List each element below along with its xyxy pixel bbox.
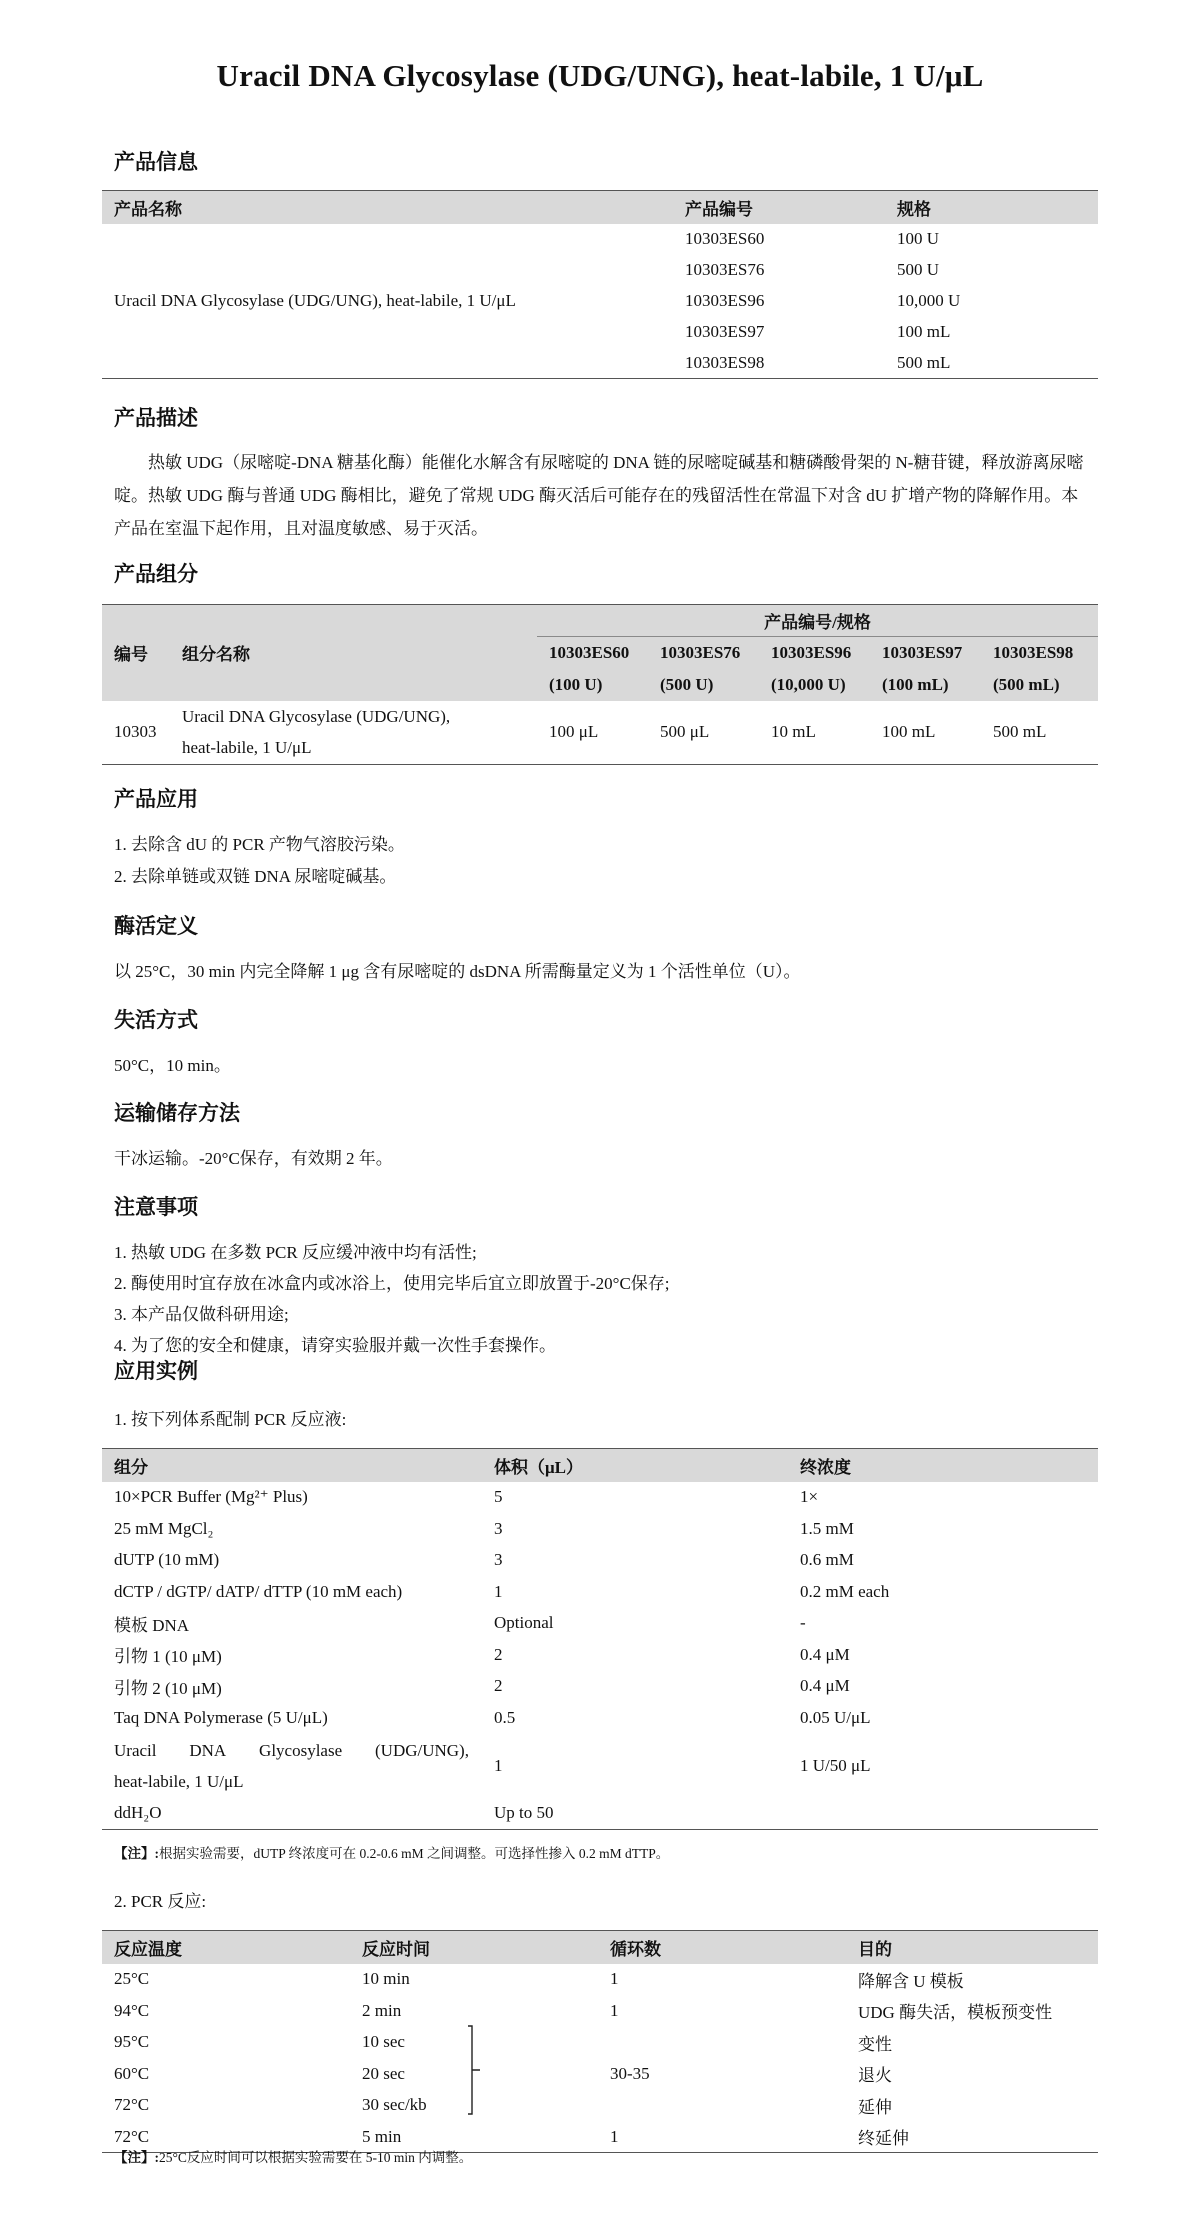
heading-inactivation: 失活方式 — [114, 1008, 198, 1032]
mix-conc: - — [800, 1613, 806, 1633]
col-code: 10303ES98 — [981, 637, 1098, 669]
mix-conc: 0.05 U/μL — [800, 1707, 871, 1727]
col-cycles: 循环数 — [598, 1931, 846, 1964]
col-code: 10303ES76 — [648, 637, 759, 669]
component-no: 10303 — [114, 722, 157, 742]
pcr-purpose: UDG 酶失活，模板预变性 — [858, 2003, 1053, 2023]
pcr-temp: 72°C — [114, 2126, 150, 2146]
pcr-purpose: 延伸 — [858, 2097, 892, 2117]
component-volume: 100 μL — [549, 722, 599, 742]
component-name-line1: Uracil DNA Glycosylase (UDG/UNG), — [182, 707, 451, 727]
component-name — [170, 701, 537, 765]
product-code: 10303ES97 — [685, 322, 765, 341]
mix-volume: 1 — [494, 1581, 503, 1601]
heading-description: 产品描述 — [114, 406, 198, 430]
mix-conc: 0.4 μM — [800, 1676, 850, 1696]
col-time: 反应时间 — [350, 1931, 598, 1964]
pcr-cycles — [598, 2090, 846, 2122]
mix-component: 引物 1 (10 μM) — [114, 1647, 222, 1667]
mix-volume: 3 — [494, 1550, 503, 1570]
example-step2: 2. PCR 反应: — [114, 1892, 207, 1911]
col-size: (500 U) — [648, 669, 759, 701]
product-code: 10303ES60 — [685, 229, 765, 248]
pcr-temp: 72°C — [114, 2095, 150, 2115]
mix-volume: 0.5 — [494, 1707, 516, 1727]
col-product-name: 产品名称 — [102, 191, 673, 224]
note-label: 【注】: — [114, 2150, 159, 2165]
pcr-cycles: 1 — [610, 1969, 619, 1989]
col-spec: 规格 — [885, 191, 1098, 224]
note-text: 25°C反应时间可以根据实验需要在 5-10 min 内调整。 — [159, 2150, 473, 2165]
mix-volume: 2 — [494, 1676, 503, 1696]
col-component-no: 编号 — [102, 605, 170, 701]
pcr-cycles: 1 — [610, 2000, 619, 2020]
note-item: 2. 酶使用时宜存放在冰盒内或冰浴上，使用完毕后宜立即放置于-20°C保存; — [114, 1274, 670, 1293]
col-component-name: 组分名称 — [170, 605, 537, 701]
example-step1: 1. 按下列体系配制 PCR 反应液: — [114, 1410, 347, 1429]
pcr-time: 10 min — [362, 1969, 410, 1989]
mix-volume: 5 — [494, 1487, 503, 1507]
mix-conc — [788, 1798, 1098, 1830]
udg-word: Uracil — [114, 1740, 157, 1760]
product-info-table — [102, 190, 1098, 379]
col-size: (100 mL) — [870, 669, 981, 701]
pcr-temp: 94°C — [114, 2000, 150, 2020]
note-item: 4. 为了您的安全和健康，请穿实验服并戴一次性手套操作。 — [114, 1336, 556, 1355]
mix-component: 25 mM MgCl₂ — [114, 1518, 214, 1538]
note-item: 3. 本产品仅做科研用途; — [114, 1305, 289, 1324]
inactivation-text: 50°C，10 min。 — [114, 1056, 231, 1075]
note-text: 根据实验需要，dUTP 终浓度可在 0.2-0.6 mM 之间调整。可选择性掺入 0.2 mM dTTP。 — [159, 1846, 670, 1861]
mix-conc: 0.6 mM — [800, 1550, 854, 1570]
mix-component: dCTP / dGTP/ dATP/ dTTP (10 mM each) — [114, 1581, 403, 1601]
mix-component: ddH₂O — [114, 1803, 162, 1822]
reaction-mix-table — [102, 1448, 1098, 1830]
mix-conc: 0.2 mM each — [800, 1581, 890, 1601]
col-product-code: 产品编号 — [673, 191, 885, 224]
component-name-line2: heat-labile, 1 U/μL — [182, 738, 312, 758]
pcr-cycles: 30-35 — [610, 2063, 650, 2083]
mix-component: Taq DNA Polymerase (5 U/μL) — [114, 1707, 328, 1727]
pcr-purpose: 变性 — [858, 2034, 892, 2054]
mix-conc: 1 U/50 μL — [800, 1755, 871, 1775]
col-volume: 体积（μL） — [482, 1449, 788, 1482]
mix-component-udg-line1 — [114, 1735, 469, 1766]
product-spec: 500 mL — [897, 352, 951, 372]
col-size: (10,000 U) — [759, 669, 870, 701]
mix-component: 引物 2 (10 μM) — [114, 1678, 222, 1698]
product-spec: 500 U — [897, 260, 940, 279]
storage-text: 干冰运输。-20°C保存，有效期 2 年。 — [114, 1149, 393, 1168]
udg-word: DNA — [189, 1740, 227, 1760]
product-spec: 100 U — [897, 229, 940, 248]
heading-storage: 运输储存方法 — [114, 1101, 240, 1125]
heading-example: 应用实例 — [114, 1359, 198, 1383]
pcr-purpose: 降解含 U 模板 — [858, 1971, 964, 1991]
pcr-note — [114, 2146, 472, 2166]
product-code: 10303ES76 — [685, 260, 765, 279]
col-code: 10303ES97 — [870, 637, 981, 669]
mix-component: 模板 DNA — [114, 1615, 190, 1635]
cycle-bracket-icon — [466, 2024, 490, 2116]
col-size: (100 U) — [537, 669, 648, 701]
pcr-time: 20 sec — [362, 2063, 405, 2083]
heading-components: 产品组分 — [114, 562, 198, 586]
mix-volume: Optional — [494, 1613, 554, 1633]
component-volume: 500 μL — [660, 722, 710, 742]
pcr-time: 2 min — [362, 2000, 402, 2020]
col-purpose: 目的 — [846, 1931, 1098, 1964]
mix-conc: 1× — [800, 1487, 819, 1507]
application-item: 1. 去除含 dU 的 PCR 产物气溶胶污染。 — [114, 835, 405, 854]
mix-note — [114, 1842, 669, 1862]
heading-unit-definition: 酶活定义 — [114, 914, 198, 938]
heading-product-info: 产品信息 — [114, 150, 198, 174]
pcr-program-table — [102, 1930, 1098, 2153]
description-text: 热敏 UDG（尿嘧啶-DNA 糖基化酶）能催化水解含有尿嘧啶的 DNA 链的尿嘧啶碱基和糖磷酸骨架的 N-糖苷键，释放游离尿嘧啶。热敏 UDG 酶与普通 UDG 酶相比，避免了常规 UDG 酶灭活后可能存在的残留活性在常温下对含 dU 扩增产物的降解作用。本产品在室温下起作用，且对温度敏感、易于灭活。 — [114, 453, 1084, 538]
pcr-temp: 60°C — [114, 2063, 150, 2083]
udg-word: (UDG/UNG), — [375, 1740, 469, 1760]
mix-component: 10×PCR Buffer (Mg²⁺ Plus) — [114, 1487, 308, 1507]
col-component: 组分 — [102, 1449, 482, 1482]
pcr-time: 30 sec/kb — [362, 2095, 427, 2115]
pcr-temp: 25°C — [114, 1969, 150, 1989]
component-volume: 100 mL — [882, 722, 936, 742]
mix-volume: Up to 50 — [494, 1803, 554, 1822]
pcr-purpose: 退火 — [858, 2066, 892, 2086]
col-final-conc: 终浓度 — [788, 1449, 1098, 1482]
product-spec: 100 mL — [897, 322, 951, 341]
note-label: 【注】: — [114, 1846, 159, 1861]
pcr-cycles: 1 — [610, 2126, 619, 2146]
note-item: 1. 热敏 UDG 在多数 PCR 反应缓冲液中均有活性; — [114, 1243, 477, 1262]
col-code: 10303ES60 — [537, 637, 648, 669]
pcr-temp: 95°C — [114, 2032, 150, 2052]
mix-component: dUTP (10 mM) — [114, 1550, 220, 1570]
mix-volume: 3 — [494, 1518, 503, 1538]
product-name-cell: Uracil DNA Glycosylase (UDG/UNG), heat-labile, 1 U/μL — [114, 290, 516, 310]
product-spec: 10,000 U — [897, 291, 961, 310]
components-table — [102, 604, 1098, 765]
udg-word: Glycosylase — [259, 1740, 343, 1760]
mix-volume: 2 — [494, 1644, 503, 1664]
mix-volume: 1 — [494, 1755, 503, 1775]
page-title: Uracil DNA Glycosylase (UDG/UNG), heat-labile, 1 U/μL — [216, 58, 984, 93]
product-code: 10303ES98 — [685, 352, 765, 372]
component-volume: 10 mL — [771, 722, 816, 742]
col-group-code-spec: 产品编号/规格 — [537, 605, 1098, 637]
unit-definition-text: 以 25°C，30 min 内完全降解 1 μg 含有尿嘧啶的 dsDNA 所需酶量定义为 1 个活性单位（U）。 — [114, 962, 801, 981]
pcr-purpose: 终延伸 — [858, 2129, 909, 2148]
col-size: (500 mL) — [981, 669, 1098, 701]
pcr-time: 10 sec — [362, 2032, 405, 2052]
pcr-cycles — [598, 2027, 846, 2059]
heading-notes: 注意事项 — [114, 1195, 198, 1219]
col-temperature: 反应温度 — [102, 1931, 350, 1964]
mix-component-udg — [102, 1734, 482, 1798]
mix-conc: 0.4 μM — [800, 1644, 850, 1664]
mix-conc: 1.5 mM — [800, 1518, 854, 1538]
pcr-time: 5 min — [362, 2126, 402, 2146]
mix-component-udg-line2: heat-labile, 1 U/μL — [114, 1771, 244, 1791]
product-code: 10303ES96 — [685, 291, 765, 310]
heading-application: 产品应用 — [114, 787, 198, 811]
application-item: 2. 去除单链或双链 DNA 尿嘧啶碱基。 — [114, 867, 397, 886]
col-code: 10303ES96 — [759, 637, 870, 669]
component-volume: 500 mL — [993, 722, 1047, 742]
